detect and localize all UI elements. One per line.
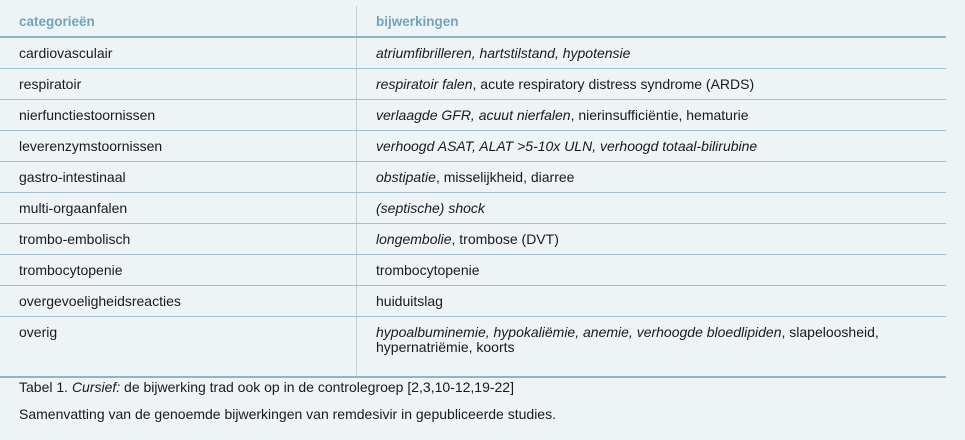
adverse-effects-table xyxy=(0,6,946,378)
header-category: categorieën xyxy=(0,6,357,37)
category-cell: leverenzymstoornissen xyxy=(0,131,357,162)
category-cell: trombocytopenie xyxy=(0,255,357,286)
table-row xyxy=(0,224,946,255)
effect-text: obstipatie xyxy=(376,168,436,185)
table-row xyxy=(0,162,946,193)
effect-text: (septische) shock xyxy=(376,199,485,216)
effects-cell xyxy=(357,224,947,255)
effects-cell xyxy=(357,37,947,69)
table-row xyxy=(0,100,946,131)
effects-cell xyxy=(357,69,947,100)
caption-line-2: Samenvatting van de genoemde bijwerkingen van remdesivir in gepubliceerde studies. xyxy=(19,406,556,422)
effect-text: atriumfibrilleren, hartstilstand, hypotensie xyxy=(376,44,631,61)
effect-text: , slapeloosheid, xyxy=(781,324,879,340)
category-cell: trombo-embolisch xyxy=(0,224,357,255)
category-cell: cardiovasculair xyxy=(0,37,357,69)
effect-text: verhoogd ASAT, ALAT >5-10x ULN, verhoogd totaal-bilirubine xyxy=(376,137,758,154)
category-cell: gastro-intestinaal xyxy=(0,162,357,193)
effect-text: respiratoir falen xyxy=(376,75,473,92)
effect-text: , nierinsufficiëntie, hematurie xyxy=(570,106,749,123)
effect-text: longembolie xyxy=(376,230,452,247)
effects-cell xyxy=(357,162,947,193)
effect-text: , acute respiratory distress syndrome (ARDS) xyxy=(472,75,755,92)
caption-text: de bijwerking trad ook op in de controlegroep [2,3,10-12,19-22] xyxy=(120,379,514,395)
category-cell: respiratoir xyxy=(0,69,357,100)
effect-text: , misselijkheid, diarree xyxy=(435,168,575,185)
effect-text: huiduitslag xyxy=(376,292,443,309)
caption-prefix: Tabel 1. xyxy=(19,379,72,395)
table-row xyxy=(0,255,946,286)
table-row xyxy=(0,37,946,69)
table-body xyxy=(0,37,946,377)
effect-text: hypoalbuminemie, hypokaliëmie, anemie, verhoogde bloedlipiden xyxy=(376,324,782,340)
effects-cell xyxy=(357,255,947,286)
effect-text: verlaagde GFR, acuut nierfalen xyxy=(376,106,571,123)
category-cell: overig xyxy=(0,317,357,377)
table-row xyxy=(0,286,946,317)
effect-text: hypernatriëmie, koorts xyxy=(376,339,515,355)
effects-cell xyxy=(357,131,947,162)
effect-text: trombocytopenie xyxy=(376,261,480,278)
category-cell: nierfunctiestoornissen xyxy=(0,100,357,131)
effects-cell xyxy=(357,317,947,377)
category-cell: multi-orgaanfalen xyxy=(0,193,357,224)
header-effects: bijwerkingen xyxy=(357,6,947,37)
table-row xyxy=(0,131,946,162)
effects-cell xyxy=(357,286,947,317)
table-row xyxy=(0,193,946,224)
category-cell: overgevoeligheidsreacties xyxy=(0,286,357,317)
effect-text: , trombose (DVT) xyxy=(451,230,559,247)
caption-italic-label: Cursief: xyxy=(71,379,121,395)
effects-cell xyxy=(357,193,947,224)
table-row xyxy=(0,69,946,100)
table-header-row xyxy=(0,6,946,37)
table-row xyxy=(0,317,946,377)
effects-cell xyxy=(357,100,947,131)
caption-line-1 xyxy=(19,379,514,395)
